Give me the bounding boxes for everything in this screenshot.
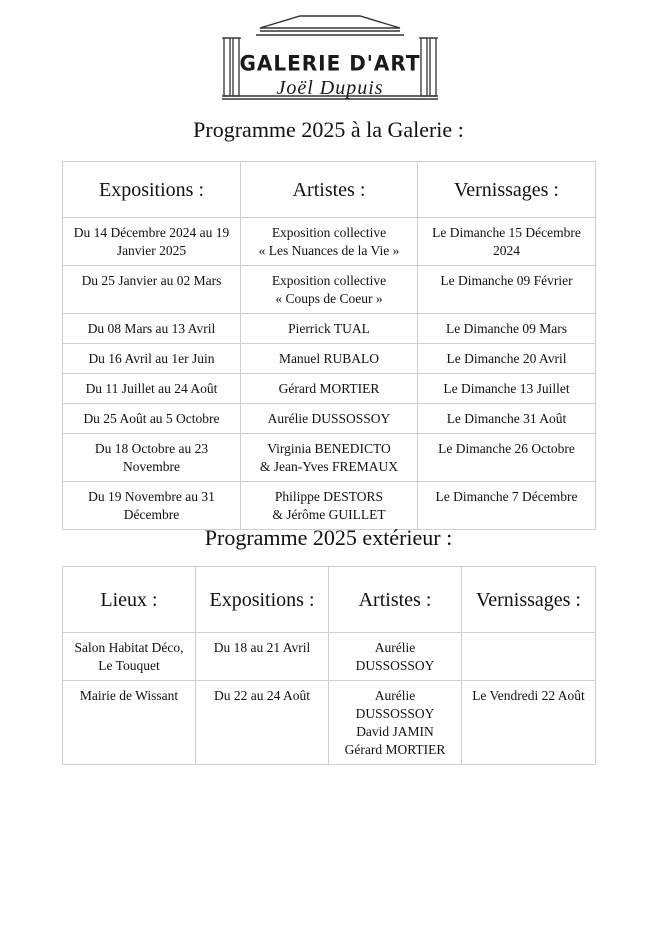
- logo-title: GALERIE D'ART: [239, 50, 421, 76]
- artist-cell: Manuel RUBALO: [241, 344, 418, 374]
- exterior-programme-title: Programme 2025 extérieur :: [204, 525, 453, 550]
- exhibition-dates-cell: Du 22 au 24 Août: [196, 681, 329, 765]
- exterior-programme-table: [62, 566, 596, 765]
- venue-cell: Salon Habitat Déco, Le Touquet: [63, 633, 196, 681]
- artist-cell: Aurélie DUSSOSSOY: [329, 633, 462, 681]
- artist-cell: Gérard MORTIER: [241, 374, 418, 404]
- column-header: Expositions :: [63, 162, 241, 218]
- logo-subtitle: Joël Dupuis: [276, 77, 384, 99]
- opening-cell: Le Dimanche 31 Août: [418, 404, 596, 434]
- exhibition-dates-cell: Du 14 Décembre 2024 au 19 Janvier 2025: [63, 218, 241, 266]
- table-header-row: [63, 567, 596, 633]
- exhibition-dates-cell: Du 11 Juillet au 24 Août: [63, 374, 241, 404]
- table-row: [63, 314, 596, 344]
- exhibition-dates-cell: Du 18 au 21 Avril: [196, 633, 329, 681]
- column-header: Artistes :: [241, 162, 418, 218]
- table-row: [63, 374, 596, 404]
- artist-cell: Exposition collective « Coups de Coeur »: [241, 266, 418, 314]
- table-header-row: [63, 162, 596, 218]
- exhibition-dates-cell: Du 25 Août au 5 Octobre: [63, 404, 241, 434]
- exhibition-dates-cell: Du 16 Avril au 1er Juin: [63, 344, 241, 374]
- column-header: Artistes :: [329, 567, 462, 633]
- artist-cell: Aurélie DUSSOSSOY: [241, 404, 418, 434]
- opening-cell: Le Dimanche 26 Octobre: [418, 434, 596, 482]
- venue-cell: Mairie de Wissant: [63, 681, 196, 765]
- gallery-programme-table: [62, 161, 596, 530]
- artist-cell: Virginia BENEDICTO & Jean-Yves FREMAUX: [241, 434, 418, 482]
- opening-cell: Le Dimanche 09 Février: [418, 266, 596, 314]
- table-row: [63, 633, 596, 681]
- table-row: [63, 482, 596, 530]
- exhibition-dates-cell: Du 18 Octobre au 23 Novembre: [63, 434, 241, 482]
- table-row: [63, 344, 596, 374]
- opening-cell: Le Vendredi 22 Août: [462, 681, 596, 765]
- table-row: [63, 404, 596, 434]
- table-row: [63, 218, 596, 266]
- artist-cell: Philippe DESTORS & Jérôme GUILLET: [241, 482, 418, 530]
- table-row: [63, 266, 596, 314]
- artist-cell: Exposition collective « Les Nuances de la Vie »: [241, 218, 418, 266]
- exhibition-dates-cell: Du 25 Janvier au 02 Mars: [63, 266, 241, 314]
- table-row: [63, 681, 596, 765]
- opening-cell: Le Dimanche 13 Juillet: [418, 374, 596, 404]
- exhibition-dates-cell: Du 19 Novembre au 31 Décembre: [63, 482, 241, 530]
- opening-cell: Le Dimanche 09 Mars: [418, 314, 596, 344]
- gallery-programme-title: Programme 2025 à la Galerie :: [193, 117, 464, 142]
- gallery-logo: [220, 14, 440, 100]
- column-header: Vernissages :: [418, 162, 596, 218]
- artist-cell: Pierrick TUAL: [241, 314, 418, 344]
- exhibition-dates-cell: Du 08 Mars au 13 Avril: [63, 314, 241, 344]
- opening-cell: Le Dimanche 15 Décembre 2024: [418, 218, 596, 266]
- table-row: [63, 434, 596, 482]
- column-header: Lieux :: [63, 567, 196, 633]
- column-header: Expositions :: [196, 567, 329, 633]
- column-header: Vernissages :: [462, 567, 596, 633]
- opening-cell: Le Dimanche 20 Avril: [418, 344, 596, 374]
- opening-cell: Le Dimanche 7 Décembre: [418, 482, 596, 530]
- opening-cell: [462, 633, 596, 681]
- artist-cell: Aurélie DUSSOSSOY David JAMIN Gérard MORTIER: [329, 681, 462, 765]
